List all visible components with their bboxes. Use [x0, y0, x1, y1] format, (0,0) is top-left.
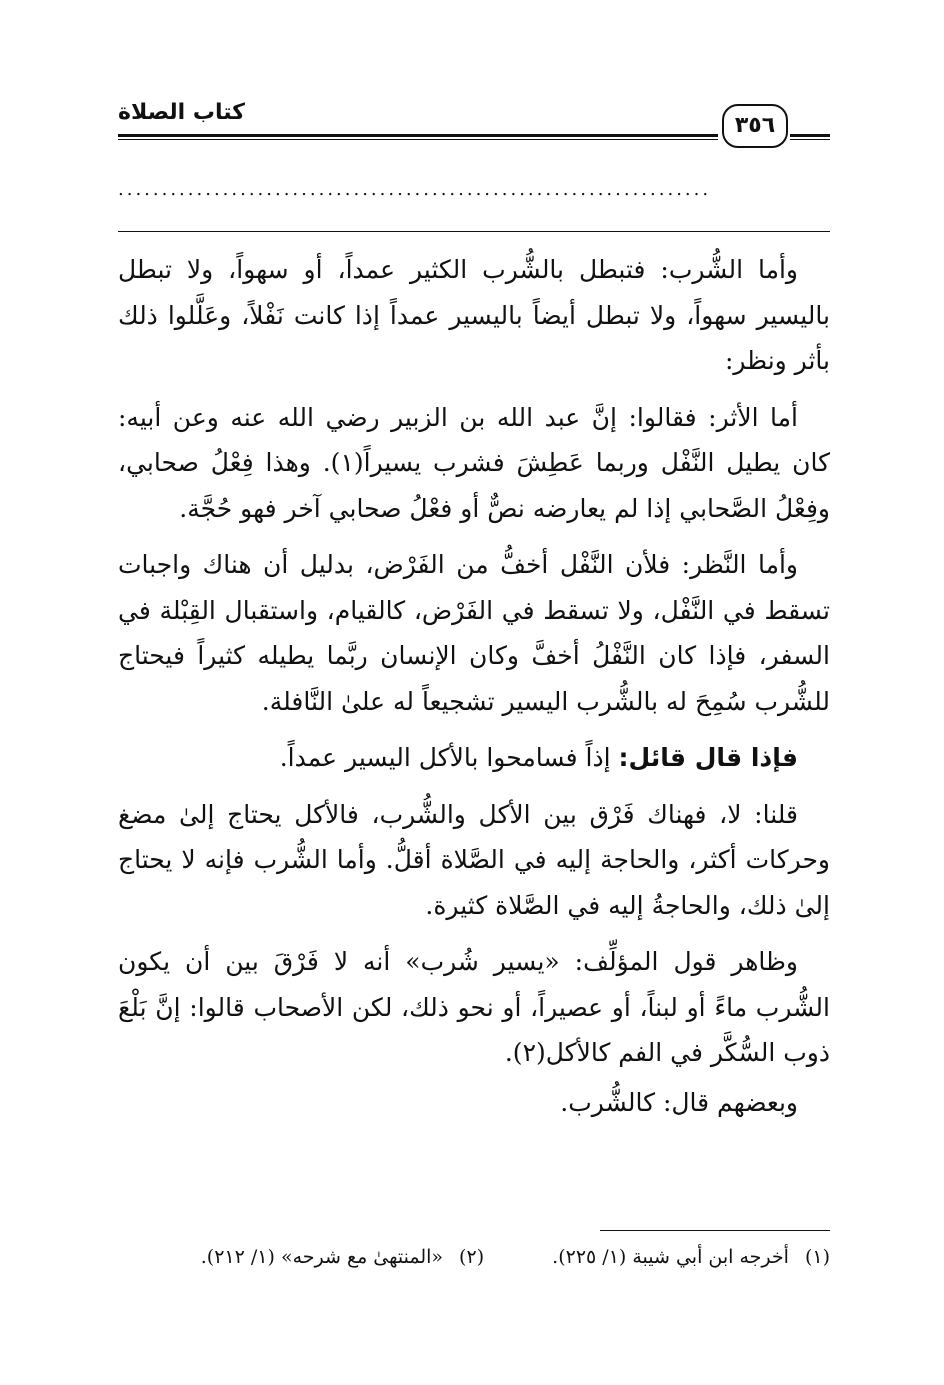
paragraph-objection [118, 735, 830, 781]
objection-lead: فإذا قال قائل: [618, 743, 798, 772]
objection-text: إذاً فسامحوا بالأكل اليسير عمداً. [279, 743, 619, 772]
main-text [118, 247, 830, 1136]
footnote-1-text: أخرجه ابن أبي شيبة (١/ ٢٢٥). [552, 1246, 789, 1268]
paragraph-answer: قلنا: لا، فهناك فَرْق بين الأكل والشُّرب، فالأكل يحتاج إلىٰ مضغ وحركات أكثر، والحاجة إليه في الصَّلاة أقلُّ. وأما الشُّرب فإنه لا يحتاج إلىٰ ذلك، والحاجةُ إليه في الصَّلاة كثيرة. [118, 799, 830, 920]
header-rule [118, 134, 718, 137]
footnote-separator [600, 1230, 830, 1231]
paragraph-athar: أما الأثر: فقالوا: إنَّ عبد الله بن الزبير رضي الله عنه وعن أبيه: كان يطيل النَّفْل وربما عَطِشَ فشرب يسيراً(١). وهذا فِعْلُ صحابي، وفِعْلُ الصَّحابي إذا لم يعارضه نصٌّ أو فعْلُ صحابي آخر فهو حُجَّة. [118, 402, 830, 523]
paragraph-author-view: وظاهر قول المؤلِّف: «يسير شُرب» أنه لا فَرْقَ بين أن يكون الشُّرب ماءً أو لبناً، أو عصيراً، أو نحو ذلك، لكن الأصحاب قالوا: إنَّ بَلْعَ ذوب السُّكَّر في الفم كالأكل(٢). [118, 947, 830, 1067]
header-rule-right-thin [790, 139, 830, 140]
footnote-2-number: (٢) [459, 1246, 485, 1268]
footnote-2 [201, 1242, 484, 1272]
paragraph-drinking: وأما الشُّرب: فتبطل بالشُّرب الكثير عمداً، أو سهواً، ولا تبطل باليسير سهواً، ولا تبطل أيضاً باليسير عمداً إذا كانت نَفْلاً، وعَلَّلوا ذلك بأثر ونظر: [118, 255, 830, 375]
page-number: ٣٥٦ [722, 104, 788, 148]
paragraph-others: وبعضهم قال: كالشُّرب. [560, 1087, 798, 1117]
top-separator [118, 231, 830, 232]
footnote-2-text: «المنتهىٰ مع شرحه» (١/ ٢١٢). [200, 1246, 444, 1268]
header-rule-right [790, 134, 830, 137]
running-header-title: كتاب الصلاة [118, 100, 245, 125]
header-rule-thin [118, 139, 718, 140]
footnote-1-number: (١) [804, 1246, 830, 1268]
footnote-1 [552, 1242, 830, 1272]
continuation-dots: .................................................................... [118, 180, 712, 200]
paragraph-nazar: وأما النَّظر: فلأن النَّفْل أخفُّ من الفَرْض، بدليل أن هناك واجبات تسقط في النَّفْل، ولا تسقط في الفَرْض، كالقيام، واستقبال القِبْلة في السفر، فإذا كان النَّفْلُ أخفَّ وكان الإنسان ربَّما يطيله كثيراً فيحتاج للشُّرب سُمِحَ له بالشُّرب اليسير تشجيعاً له علىٰ النَّافلة. [118, 550, 830, 716]
footnotes [118, 1242, 830, 1272]
